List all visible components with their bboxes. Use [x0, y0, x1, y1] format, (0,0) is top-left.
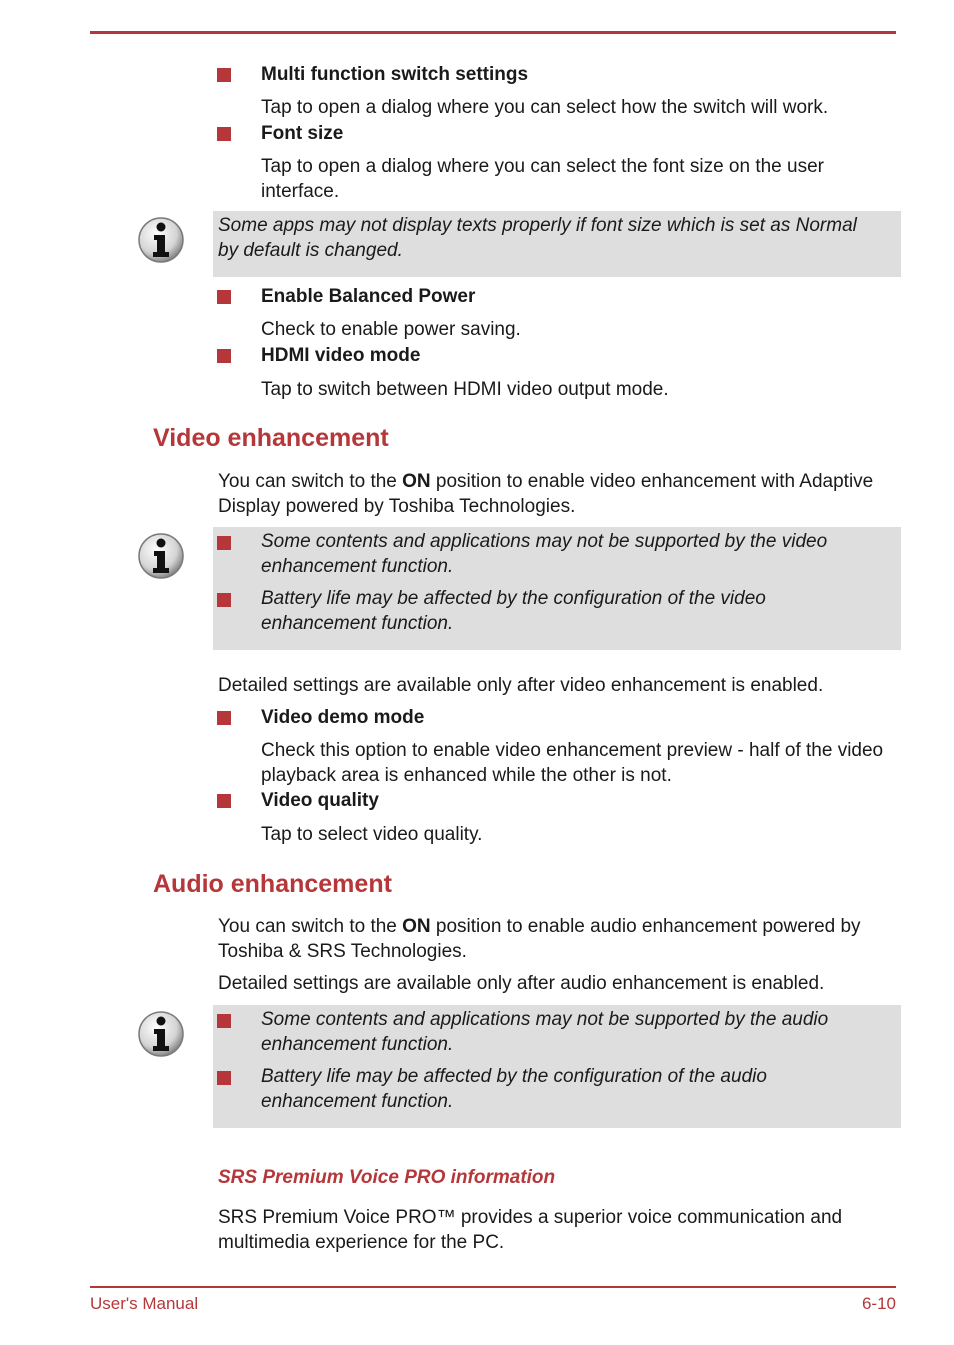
note-item: Some contents and applications may not be supported by the video enhancement function.: [261, 531, 828, 577]
info-icon: [137, 1010, 185, 1058]
list-bullet: [217, 1071, 231, 1085]
info-icon: [137, 532, 185, 580]
list-item-desc: Check this option to enable video enhancement preview - half of the video playback area is enhanced while the other is not.: [261, 740, 884, 786]
list-bullet: [217, 711, 231, 725]
list-item-desc: Tap to select video quality.: [261, 824, 483, 845]
video-intro: You can switch to the ON position to enable video enhancement with Adaptive Display powered by Toshiba Technologies.: [218, 471, 874, 517]
list-item-title: Video quality: [261, 790, 379, 811]
note-item: Battery life may be affected by the configuration of the audio enhancement function.: [261, 1066, 767, 1112]
note-item: Some contents and applications may not be supported by the audio enhancement function.: [261, 1009, 829, 1055]
audio-intro: You can switch to the ON position to enable audio enhancement powered by Toshiba & SRS Technologies.: [218, 916, 861, 962]
list-item-title: Multi function switch settings: [261, 64, 529, 85]
srs-text: SRS Premium Voice PRO™ provides a superior voice communication and multimedia experience for the PC.: [218, 1207, 843, 1253]
note-item: Battery life may be affected by the configuration of the video enhancement function.: [261, 588, 766, 634]
list-item-title: HDMI video mode: [261, 345, 421, 366]
list-bullet: [217, 290, 231, 304]
video-detail: Detailed settings are available only after video enhancement is enabled.: [218, 675, 824, 696]
list-item-title: Font size: [261, 123, 344, 144]
note-box: [213, 527, 901, 650]
list-item-desc: Tap to open a dialog where you can select how the switch will work.: [261, 97, 829, 118]
list-item-desc: Tap to switch between HDMI video output mode.: [261, 379, 669, 400]
footer-title: User's Manual: [90, 1294, 199, 1313]
video-heading: Video enhancement: [153, 424, 389, 452]
list-bullet: [217, 349, 231, 363]
footer-rule: [90, 1286, 896, 1288]
srs-heading: SRS Premium Voice PRO information: [218, 1167, 556, 1188]
list-bullet: [217, 536, 231, 550]
list-item-title: Enable Balanced Power: [261, 286, 476, 307]
list-bullet: [217, 593, 231, 607]
page-number: 6-10: [861, 1294, 896, 1313]
header-rule: [90, 31, 896, 34]
list-bullet: [217, 68, 231, 82]
audio-detail: Detailed settings are available only after audio enhancement is enabled.: [218, 973, 825, 994]
list-bullet: [217, 794, 231, 808]
list-bullet: [217, 1014, 231, 1028]
note-box: [213, 1005, 901, 1128]
list-item-desc: Check to enable power saving.: [261, 319, 521, 340]
list-item-desc: Tap to open a dialog where you can select the font size on the user interface.: [261, 156, 824, 202]
list-bullet: [217, 127, 231, 141]
audio-heading: Audio enhancement: [153, 870, 392, 898]
list-item-title: Video demo mode: [261, 707, 425, 728]
note-box: [213, 211, 901, 277]
note-text: Some apps may not display texts properly if font size which is set as Normal by default is changed.: [218, 215, 857, 261]
info-icon: [137, 216, 185, 264]
